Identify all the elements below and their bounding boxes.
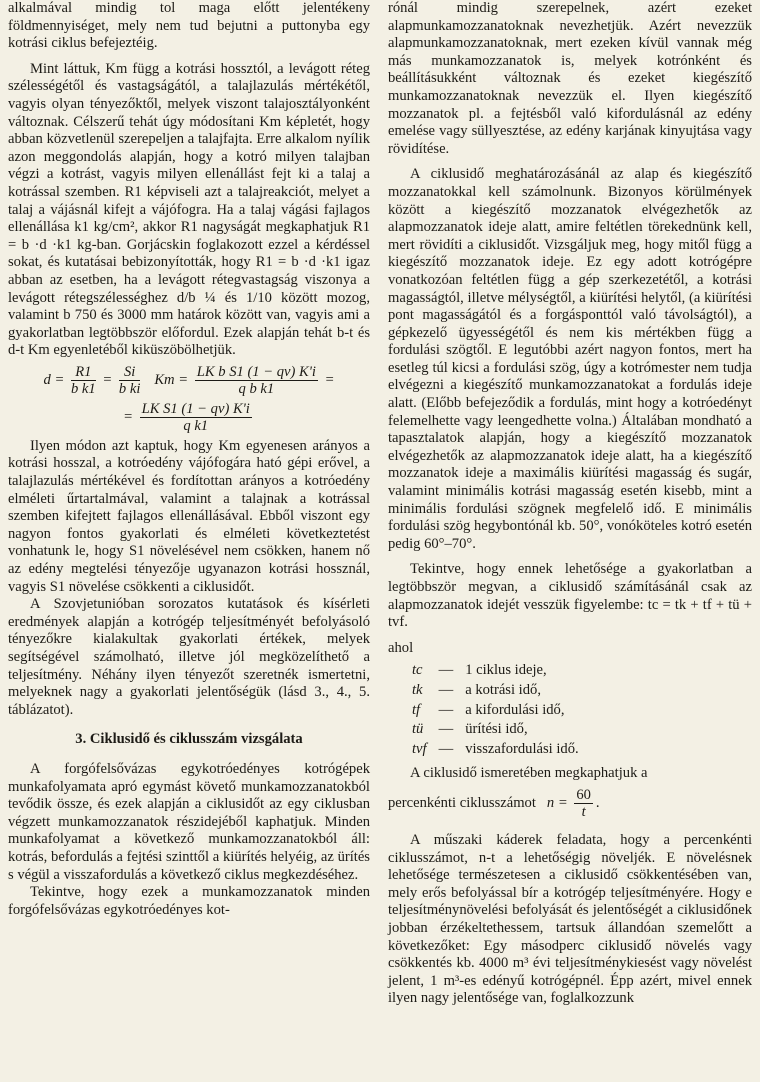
paragraph: Tekintve, hogy ezek a munkamozzanatok minden forgófelsővázas egykotróedényes kot- — [8, 884, 370, 918]
left-column — [8, 0, 370, 919]
symbol-legend — [406, 661, 585, 759]
eq-term: d = — [43, 371, 65, 388]
paragraph: Ilyen módon azt kaptuk, hogy Km egyenesen arányos a kotrási hosszal, a kotróedény vájófogára ható gépi erővel, a talajlazulás mértékével és fordítottan arányos a kotróedény elméleti űrtartalmával, valamint a talajnak a kotrással szemben kifejtett fajlagos ellenállásával. Ebből viszont egy nagyon fontos gyakorlati és elméleti következtetést vonhatunk le, hogy S1 növelésével nem csökken, hanem nő az edény megtelési tényezője ugyanazon kotrási hossznál, vagyis S1 növelése csökkenti a ciklusidőt. — [8, 437, 370, 595]
legend-row: tk — a kotrási idő, — [412, 681, 541, 698]
legend-row: tvf — visszafordulási idő. — [412, 740, 579, 757]
right-column — [388, 0, 752, 1008]
eq-term: = — [123, 408, 133, 425]
eq-term: Km = — [154, 371, 189, 388]
fraction: $\frac{R1}{\text{b k1}}$ — [70, 363, 96, 397]
paragraph: A forgófelsővázas egykotróedényes kotrógépek munkafolyamata apró egymást követő munkamozzanatokból tevődik össze, és ezek alapján a ciklusidőt az egy ciklusban végzett munkamozzanatok részidejéből kaphatjuk. Minden munkafolyamat a következő munkamozzanatokból áll: kotrás, befordulás a fejtési szinttől a kiürítés helyéig, az ürítés s végül a visszafordulás a következő ciklus megkezdéséhez. — [8, 760, 370, 883]
paragraph: alkalmával mindig tol maga előtt jelentékeny földmennyiséget, mely nem tud bejutni a puttonyba egy kotrási ciklus befejeztéig. — [8, 0, 370, 52]
paragraph: ahol — [388, 639, 414, 656]
paragraph: A Szovjetunióban sorozatos kutatások és kísérleti eredmények alapján a kotrógép teljesítményét befolyásoló tényezőkre kialakultak gyakorlati értékek, melyek segítségével számolható, illetve jól megközelíthető a teljesítmény. Néhány ilyen tényezőt szeretnék ismertetni, melyeknek nagy a gyakorlati jelentőségük (lásd 3., 4., 5. táblázatot). — [8, 596, 370, 718]
fraction: $\frac{\text{LK b S1 (1 − qv) K'i}}{\text{q b k1}}$ — [196, 363, 316, 397]
fraction: $\frac{\text{LK S1 (1 − qv) K'i}}{\text{q k1}}$ — [141, 400, 250, 434]
paragraph: A műszaki káderek feladata, hogy a percenkénti ciklusszámot, n-t a lehetőségig növeljék. E növelésnek lehetősége természetesen a ciklusidő csökkentésében van, mely erős befolyással bír a kotrógép teljesítményére. Hogy e teljesítménynövelési befolyását és jelentőségét a ciklusidőnek jobban érzékeltethessem, tartsuk állandóan szemelőtt a következőket: Egy másodperc ciklusidő növelés vagy csökkentés kb. 4000 m³ évi teljesítménykiesést vagy növelést jelent, 1 m³-es edényű kotrógépnél. Épp azért, mivel ennek ilyen nagy jelentősége van, foglalkozzunk — [388, 831, 752, 1007]
legend-row: tü — ürítési idő, — [412, 721, 528, 738]
cycle-count-formula: percenkénti ciklusszámot n = $\frac{60}{t}$ . — [388, 786, 600, 820]
equation-2 — [8, 401, 370, 434]
legend-row: tf — a kifordulási idő, — [412, 701, 565, 718]
paragraph: A ciklusidő ismeretében megkaphatjuk a — [410, 765, 648, 782]
equation-1 — [8, 364, 370, 397]
eq-term: = — [324, 371, 335, 388]
section-heading: 3. Ciklusidő és ciklusszám vizsgálata — [75, 731, 303, 748]
paragraph: rónál mindig szerepelnek, azért ezeket alapmunkamozzanatoknak nevezhetjük. Azért nevezzük alapmunkamozzanatoknak, mert ezeken kívül vannak még más munkamozzanatok is, melyek kotrónként és beállításukként változnak és ezeket kiegészítő munkamozzanatoknak nevezzük el. Ilyen kiegészítő mozzanatok pl. a fejtésből való kifordulásnál az edény emelése vagy süllyesztése, az edény karjának kinyujtása vagy rövidítése. — [388, 0, 752, 157]
paragraph: Tekintve, hogy ennek lehetősége a gyakorlatban a legtöbbször megvan, a ciklusidő számításánál csak az alapmozzanatok idejét vesszük figyelembe: tc = tk + tf + tü + tvf. — [388, 561, 752, 631]
legend-row: tc — 1 ciklus ideje, — [412, 662, 547, 679]
fraction: $\frac{Si}{\text{b ki}}$ — [118, 363, 141, 397]
paragraph: Mint láttuk, Km függ a kotrási hossztól, a levágott réteg szélességétől és vastagságától, a talajlazulás mértékétől, vagyis olyan tényezőktől, melyek viszont talajosztályonként változnak. Célszerű tehát úgy módosítani Km képletét, hogy abban közvetlenül szerepeljen a talajfajta. Erre alkalom nyílik azon meggondolás alapján, hogy a kotró milyen talajban végzi a kotrást, vagyis milyen ellenállást fejt ki a talaj a kotrással szemben. R1 képviseli azt a talajreakciót, melyet a talaj a vájásnál kifejt a vájófogra. Ha a talaj vágási fajlagos ellenállása k1 kg/cm², akkor R1 nagyságát megkaphatjuk R1 = b ·d ·k1 kg-ban. Gorjácskin foglakozott ezzel a kérdéssel sokat, és kutatásai bebizonyították, hogy R1 = b ·d ·k1 igaz abban az esetben, ha a levágott rétegvastagság viszonya a levágott rétegszélességhez d/b ¼ és 1/10 között mozog, valamint b 750 és 3000 mm határok között van, vagyis ami a gyakorlatban legtöbbször előfordul. Ezek alapján tehát b-t és d-t Km egyenletéből kiküszöbölhetjük. — [8, 60, 370, 359]
paragraph: A ciklusidő meghatározásánál az alap és kiegészítő mozzanatokkal kell számolnunk. Bizonyos körülmények között a kiegészítő mozzanatok elvégezhetők az alapmozzanatok ideje alatt, amire feltétlen törekednünk kell, mert rövidíti a ciklusidőt. Vizsgáljuk meg, hogy mitől függ a kiegészítő mozzanatok ideje. Ez egy adott kotrógépre vonatkozóan feltétlen függ a gép szerkezetétől, a kotrási magasságtól, illetve mélységtől, a kiürítési helytől, (a kiürítési pont magasságától és a forgásponttól való távolságtól), a gépkezelő ügyességétől és nem kis mértékben függ a fordulási szögtől. E legutóbbi azért nagyon fontos, mert ha esetleg túl kicsi a fordulási szög, úgy a kotrómester nem tudja elvégezni a kiegészítő munkamozzanatokat a fordulás ideje alatt. (Előbb befejeződik a fordulás, mint hogy a kotróedényt felemelhette vagy leengedhette volna.) Általában mondható a tapasztalatok alapján, hogy a kiegészítő mozzanatok elvégezhetők az alapmozzanatok ideje alatt, ha a kiegészítő mozzanatok ideje a maximális kiürítési magasság és sugár, valamint minimális kotrási magasság esetén kisebb, mint a minimális fordulási szögnek megfelelő idő. E minimális fordulási szög hegybontónál kb. 50°, vonóköteles kotró esetén pedig 60°–70°. — [388, 166, 752, 552]
eq-term: = — [102, 371, 113, 388]
fraction: $\frac{60}{t}$ — [576, 786, 591, 820]
